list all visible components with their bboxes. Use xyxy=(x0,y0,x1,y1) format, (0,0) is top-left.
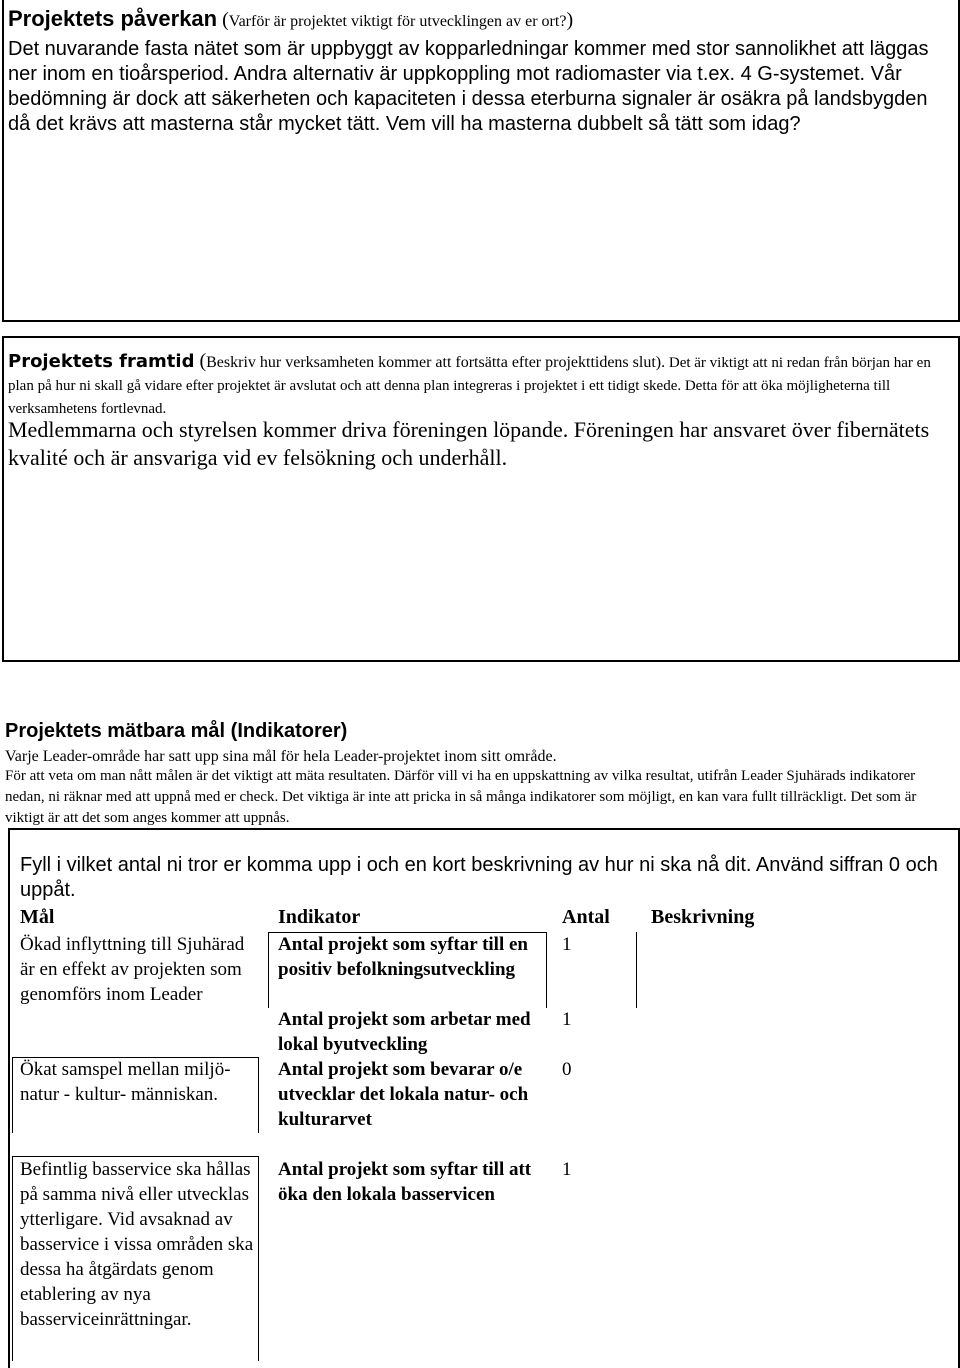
row3-mal: Ökat samspel mellan miljö- natur - kultur- människan. xyxy=(20,1059,231,1105)
row1-left-border xyxy=(268,932,269,1008)
impact-open-paren: ( xyxy=(217,9,229,31)
row3-left-border xyxy=(12,1057,13,1133)
measurable-goals-title: Projektets mätbara mål (Indikatorer) xyxy=(5,720,348,742)
row1-indikator: Antal projekt som syftar till en positiv befolkningsutveckling xyxy=(278,934,528,980)
row4-left-border xyxy=(12,1156,13,1361)
indicator-instruction: Fyll i vilket antal ni tror er komma upp i och en kort beskrivning av hur ni ska nå dit. Använd siffran 0 och uppåt. xyxy=(20,854,938,901)
row4-indikator: Antal projekt som syftar till att öka den lokala basservicen xyxy=(278,1159,532,1205)
row1-right-border xyxy=(636,932,637,1008)
future-heading xyxy=(8,350,960,419)
impact-subtitle: Varför är projektet viktigt för utvecklingen av er ort? xyxy=(228,13,567,30)
header-mal: Mål xyxy=(20,906,55,928)
row2-indikator: Antal projekt som arbetar med lokal byutveckling xyxy=(278,1009,531,1055)
impact-heading xyxy=(8,6,573,32)
row3-mal-right-border xyxy=(258,1057,259,1133)
future-guide-text: Det är viktigt att ni redan från början har en plan på hur ni skall gå vidare efter projektet är avslutat och att denna plan integreras i projektet i ett tidigt skede. Detta för att öka möjligheterna till verksamhetens fortlevnad. xyxy=(8,355,931,417)
row4-mal: Befintlig basservice ska hållas på samma nivå eller utvecklas ytterligare. Vid avsaknad av basservice i vissa områden ska dessa ha åtgärdats genom etablering av nya basserviceinrättningar. xyxy=(20,1159,254,1330)
row1-mal: Ökad inflyttning till Sjuhärad är en effekt av projekten som genomförs inom Leader xyxy=(20,934,245,1005)
impact-close-paren: ) xyxy=(566,9,574,31)
row4-antal: 1 xyxy=(562,1159,572,1180)
future-title: Projektets framtid xyxy=(8,351,195,372)
impact-title: Projektets påverkan xyxy=(8,6,218,31)
row1-mid-border xyxy=(546,932,547,1008)
row1-antal: 1 xyxy=(562,934,572,955)
row3-indikator: Antal projekt som bevarar o/e utvecklar det lokala natur- och kulturarvet xyxy=(278,1059,529,1130)
header-beskrivning: Beskrivning xyxy=(651,906,755,928)
future-answer-text: Medlemmarna och styrelsen kommer driva föreningen löpande. Föreningen har ansvaret över fibernätets kvalité och är ansvariga vid ev felsökning och underhåll. xyxy=(8,417,930,470)
measurable-goals-intro: Varje Leader-område har satt upp sina mål för hela Leader-projektet inom sitt område. xyxy=(5,748,557,765)
row3-antal: 0 xyxy=(562,1059,572,1080)
future-open-paren: ( xyxy=(194,350,207,372)
impact-answer-text: Det nuvarande fasta nätet som är uppbyggt av kopparledningar kommer med stor sannolikhet att läggas ner inom en tioårsperiod. Andra alternativ är uppkoppling mot radiomaster via t.ex. 4 G-systemet. Vår bedömning är dock att säkerheten och kapaciteten i dessa eterburna signaler är osäkra på landsbygden då det krävs att masterna står mycket tätt. Vem vill ha masterna dubbelt så tätt som idag? xyxy=(8,38,929,135)
future-subtitle: Beskriv hur verksamheten kommer att fortsätta efter projekttidens slut). xyxy=(206,354,666,371)
header-antal: Antal xyxy=(562,906,610,928)
measurable-goals-description: För att veta om man nått målen är det viktigt att mäta resultaten. Därför vill vi ha en uppskattning av vilka resultat, utifrån Leader Sjuhärads indikatorer nedan, ni räknar med att uppnå med er check. Det viktiga är inte att pricka in så många indikatorer som möjligt, en kan vara fullt tillräckligt. Det som är viktigt är att det som anges kommer att uppnås. xyxy=(5,768,917,826)
row1-top-border xyxy=(268,932,546,933)
row2-antal: 1 xyxy=(562,1009,572,1030)
header-indikator: Indikator xyxy=(278,906,361,928)
